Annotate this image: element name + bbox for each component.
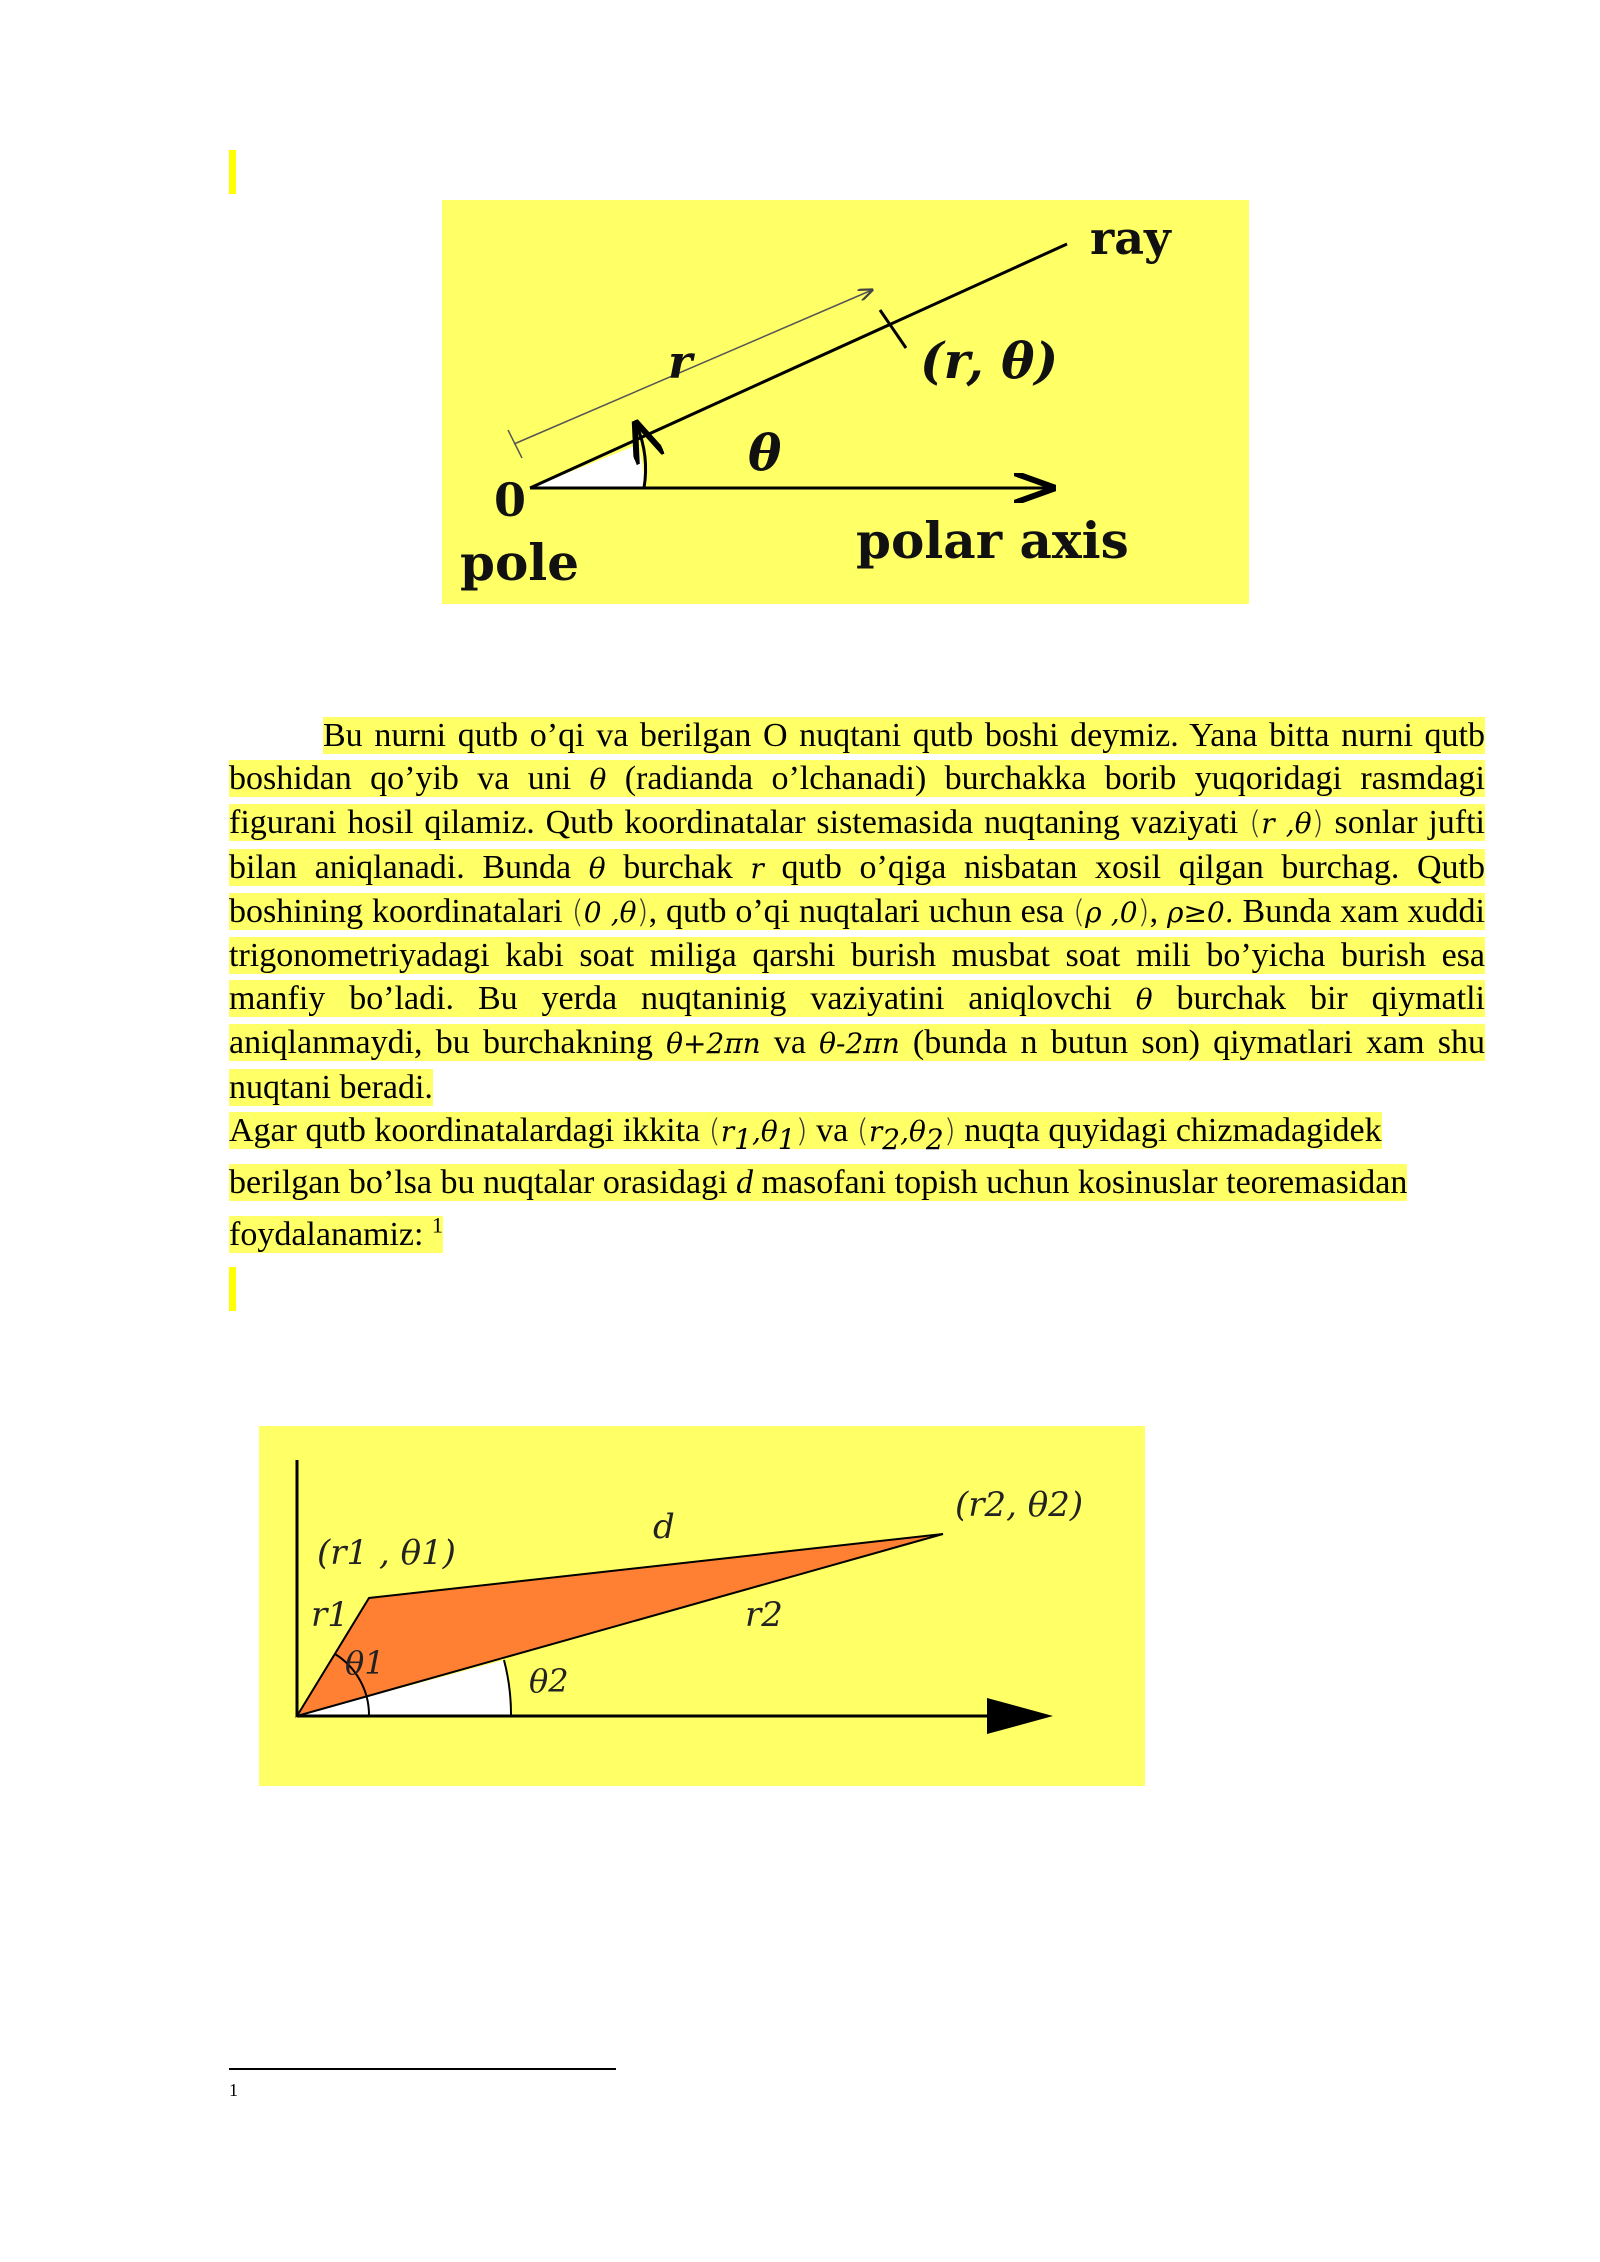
math-rho-zero: ρ ,0 <box>1085 895 1138 929</box>
math-theta1: ,θ <box>751 1114 778 1148</box>
italic-d: d <box>736 1163 754 1201</box>
text-run: qutb o’qiga nisbatan xosil qilgan burchag. Qutb boshining koordinatalari <box>229 848 1485 930</box>
text-run: burchak <box>605 848 751 886</box>
math-theta: θ <box>588 851 606 885</box>
math-sub: 2 <box>925 1122 944 1156</box>
text-run: Agar qutb koordinatalardagi ikkita <box>229 1111 709 1149</box>
point-label: (r, θ) <box>920 331 1059 390</box>
text-run: va <box>760 1024 820 1062</box>
math-theta-minus: θ-2πn <box>819 1027 900 1061</box>
math-theta: θ <box>1135 983 1153 1017</box>
theta1-label: θ1 <box>345 1644 385 1682</box>
distance-figure <box>259 1426 1145 1786</box>
paragraph-distance-intro: Agar qutb koordinatalardagi ikkita $(r_1,\theta_1)$ va $(r_2,\theta_2)$ nuqta quyidagi chizmadagidek berilgan bo’lsa bu nuqtalar orasidagi d masofani topish uchun kosinuslar teoremasidan foydalanamiz: $^1$ <box>229 1111 1408 1254</box>
point-tick <box>880 310 906 348</box>
text-run: (radianda o’lchanadi) burchakka borib yuqoridagi rasmdagi figurani hosil qilamiz. Qutb koordinatalar sistemasida nuqtaning vaziyati <box>229 760 1485 842</box>
math-r-theta: r ,θ <box>1261 807 1312 841</box>
math-theta-plus: θ+2πn <box>666 1027 761 1061</box>
footnote-number: 1 <box>229 2080 238 2100</box>
origin-label: 0 <box>494 473 527 527</box>
text-run: (bunda n butun son) qiymatlari xam shu nuqtani beradi. <box>229 1024 1486 1106</box>
text-run: masofani topish uchun kosinuslar teoremasidan foydalanamiz: <box>229 1163 1408 1254</box>
text-run: nuqta quyidagi chizmadagidek berilgan bo’lsa bu nuqtalar orasidagi <box>229 1111 1382 1201</box>
paragraph-polar-definition: Bu nurni qutb o’qi va berilgan O nuqtani qutb boshi deymiz. Yana bitta nurni qutb boshidan qo’yib va uni θ (radianda o’lchanadi) burchakka borib yuqoridagi rasmdagi figurani hosil qilamiz. Qutb koordinatalar sistemasida nuqtaning vaziyati (r ,θ) sonlar jufti bilan aniqlanadi. Bunda θ burchak r qutb o’qiga nisbatan xosil qilgan burchag. Qutb boshining koordinatalari (0 ,θ), qutb o’qi nuqtalari uchun esa (ρ ,0), ρ≥0. Bunda xam xuddi trigonometriyadagi kabi soat miliga qarshi burish musbat soat mili bo’yicha burish esa manfiy bo’ladi. Bu yerda nuqtaninig vaziyatini aniqlovchi θ burchak bir qiymatli aniqlanmaydi, bu burchakning θ+2πn va θ-2πn (bunda n butun son) qiymatlari xam shu nuqtani beradi. <box>229 717 1486 1106</box>
point1-label: (r1 , θ1) <box>317 1533 456 1573</box>
text-run: , qutb o’qi nuqtalari uchun esa <box>648 892 1073 930</box>
ray-label: ray <box>1090 211 1171 265</box>
document-body <box>229 714 1485 1257</box>
math-rho-condition: ρ≥0. <box>1167 895 1234 929</box>
pole-label: pole <box>460 533 580 592</box>
r2-label: r2 <box>745 1595 783 1635</box>
r-dimension-tick <box>508 430 522 458</box>
polar-coordinates-figure <box>442 200 1249 604</box>
distance-diagram <box>259 1426 1145 1786</box>
text-run: va <box>807 1111 857 1149</box>
math-zero-theta: 0 ,θ <box>583 895 637 929</box>
r-dimension-line <box>514 290 872 444</box>
footnote-reference[interactable]: 1 <box>431 1213 443 1239</box>
polar-axis-label: polar axis <box>856 511 1129 570</box>
d-label: d <box>653 1507 675 1547</box>
text-run: Bunda xam xuddi trigonometriyadagi kabi soat miliga qarshi burish musbat soat mili bo’yicha burish esa manfiy bo’ladi. Bu yerda nuqtaninig vaziyatini aniqlovchi <box>229 892 1486 1018</box>
math-sub: 2 <box>882 1122 901 1156</box>
highlight-mark-middle <box>229 1267 236 1311</box>
footnote-separator <box>229 2068 616 2070</box>
math-r: r <box>750 851 764 885</box>
math-r1: r <box>720 1114 735 1148</box>
text-run: Bu nurni qutb o’qi va berilgan O nuqtani qutb boshi deymiz. Yana bitta nurni qutb boshidan qo’yib va uni <box>229 717 1485 798</box>
polar-coordinates-diagram <box>442 200 1249 604</box>
math-sub: 1 <box>734 1122 752 1156</box>
text-run: burchak bir qiymatli aniqlanmaydi, bu burchakning <box>229 980 1485 1062</box>
text-run: sonlar jufti bilan aniqlanadi. Bunda <box>229 804 1485 886</box>
r1-label: r1 <box>311 1595 349 1635</box>
math-sub: 1 <box>777 1122 796 1156</box>
theta2-label: θ2 <box>529 1662 569 1700</box>
text-run: , <box>1149 892 1167 930</box>
theta-label: θ <box>748 423 782 482</box>
highlight-mark-top <box>229 150 236 194</box>
r-label: r <box>668 335 693 389</box>
math-theta: θ <box>589 763 607 797</box>
math-theta2: ,θ <box>900 1114 926 1148</box>
math-r2: r <box>868 1114 883 1148</box>
point2-label: (r2, θ2) <box>955 1485 1084 1525</box>
